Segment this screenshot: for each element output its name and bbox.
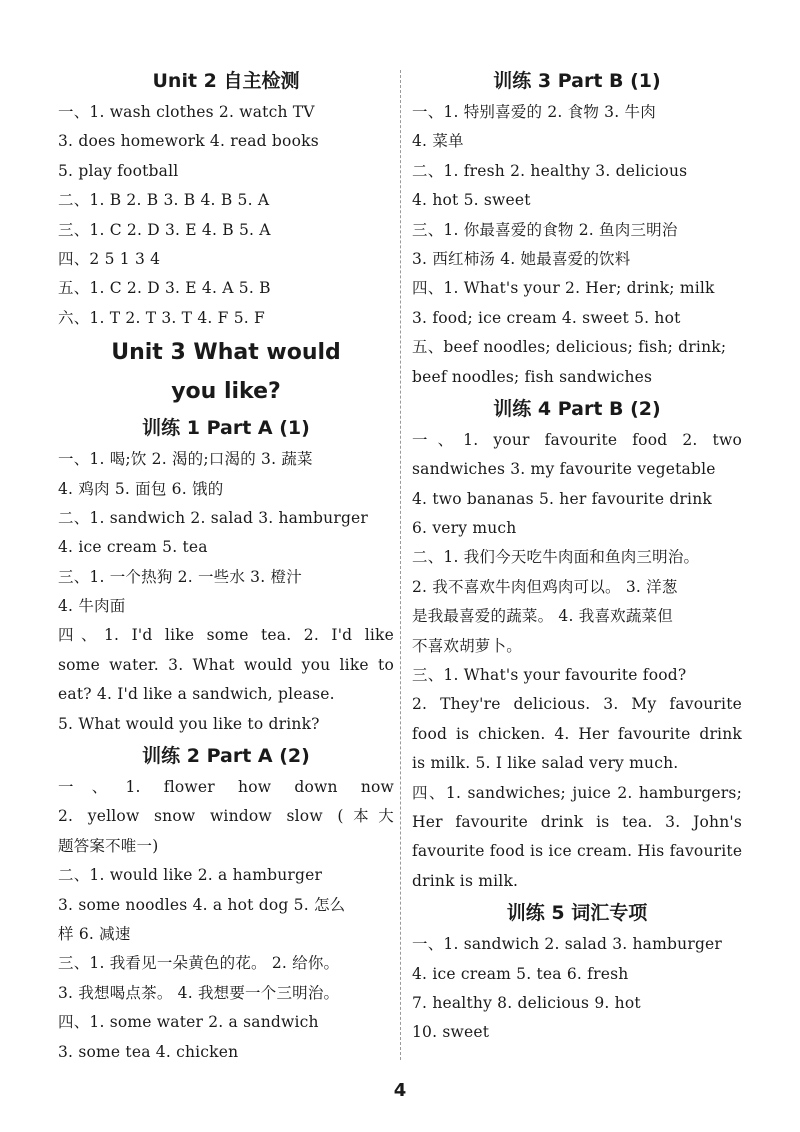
section-heading: 训练 1 Part A (1) [142, 417, 310, 440]
answer-line: 3. does homework 4. read books [58, 132, 319, 151]
answer-line: 4. two bananas 5. her favourite drink [412, 489, 712, 508]
answer-line: Her favourite drink is tea. 3. John's [412, 812, 742, 831]
section-heading: 训练 3 Part B (1) [493, 70, 661, 92]
answer-line: 一、1. wash clothes 2. watch TV [58, 103, 315, 121]
answer-line: 五、1. C 2. D 3. E 4. A 5. B [58, 279, 271, 298]
answer-line: 四、1. I'd like some tea. 2. I'd like [58, 626, 394, 645]
answer-line: 3. some noodles 4. a hot dog 5. 怎么 [58, 895, 346, 914]
answer-line: 四、1. sandwiches; juice 2. hamburgers; [412, 783, 742, 802]
answer-line: 4. 鸡肉 5. 面包 6. 饿的 [58, 479, 224, 498]
right-column [412, 64, 742, 1048]
answer-line: is milk. 5. I like salad very much. [412, 754, 679, 773]
answer-line: 一、1. your favourite food 2. two [412, 430, 742, 449]
answer-line: 二、1. fresh 2. healthy 3. delicious [412, 161, 688, 180]
answer-line: 二、1. would like 2. a hamburger [58, 866, 323, 885]
section-heading: Unit 2 自主检测 [152, 70, 300, 92]
answer-line: 一、1. sandwich 2. salad 3. hamburger [412, 935, 723, 954]
answer-line: 是我最喜爱的蔬菜。 4. 我喜欢蔬菜但 [412, 607, 673, 626]
answer-line: 二、1. sandwich 2. salad 3. hamburger [58, 508, 369, 527]
answer-line: 题答案不唯一) [58, 836, 159, 855]
answer-line: 三、1. What's your favourite food? [412, 666, 687, 685]
answer-line: 4. ice cream 5. tea 6. fresh [412, 964, 629, 983]
answer-line: 6. very much [412, 519, 517, 538]
answer-line: 二、1. B 2. B 3. B 4. B 5. A [58, 191, 270, 210]
page-number: 4 [393, 1080, 407, 1101]
unit-title: Unit 3 What would [111, 340, 341, 366]
answer-line: 四、1. What's your 2. Her; drink; milk [412, 279, 715, 298]
section-heading: 训练 2 Part A (2) [142, 745, 310, 768]
answer-line: 三、1. C 2. D 3. E 4. B 5. A [58, 220, 271, 239]
answer-line: 六、1. T 2. T 3. T 4. F 5. F [58, 308, 266, 327]
answer-line: sandwiches 3. my favourite vegetable [412, 460, 716, 479]
answer-line: 一、1. 特别喜爱的 2. 食物 3. 牛肉 [412, 103, 656, 121]
unit-title: you like? [171, 379, 281, 405]
answer-line: 五、beef noodles; delicious; fish; drink; [412, 338, 727, 357]
answer-line: 5. What would you like to drink? [58, 714, 320, 733]
answer-line: food is chicken. 4. Her favourite drink [412, 724, 742, 743]
answer-line: 4. hot 5. sweet [412, 191, 531, 210]
answer-line: 3. 我想喝点茶。 4. 我想要一个三明治。 [58, 983, 340, 1002]
answer-line: 2. yellow snow window slow (本大 [58, 807, 394, 826]
column-divider [400, 70, 401, 1060]
answer-line: 不喜欢胡萝卜。 [412, 636, 522, 655]
answer-line: 3. 西红柿汤 4. 她最喜爱的饮料 [412, 249, 631, 268]
answer-line: 样 6. 减速 [58, 924, 131, 943]
section-heading: 训练 5 词汇专项 [506, 902, 648, 925]
answer-line: favourite food is ice cream. His favourite [412, 842, 743, 861]
answer-line: eat? 4. I'd like a sandwich, please. [58, 685, 335, 704]
answer-line: 4. 牛肉面 [58, 597, 126, 616]
answer-line: 三、1. 我看见一朵黄色的花。 2. 给你。 [58, 954, 340, 973]
answer-line: beef noodles; fish sandwiches [412, 367, 653, 386]
answer-line: 三、1. 你最喜爱的食物 2. 鱼肉三明治 [412, 220, 678, 239]
answer-line: 二、1. 我们今天吃牛肉面和鱼肉三明治。 [412, 548, 700, 567]
answer-line: 四、1. some water 2. a sandwich [58, 1013, 319, 1032]
answer-line: 7. healthy 8. delicious 9. hot [412, 993, 641, 1012]
answer-line: 3. food; ice cream 4. sweet 5. hot [412, 308, 681, 327]
answer-line: 一、1. 喝;饮 2. 渴的;口渴的 3. 蔬菜 [58, 450, 313, 469]
answer-line: 2. They're delicious. 3. My favourite [412, 695, 742, 714]
answer-line: 4. 菜单 [412, 132, 464, 151]
answer-line: 4. ice cream 5. tea [58, 538, 208, 557]
answer-line: some water. 3. What would you like to [58, 655, 394, 674]
left-column [58, 64, 394, 1067]
answer-line: 2. 我不喜欢牛肉但鸡肉可以。 3. 洋葱 [412, 577, 678, 596]
section-heading: 训练 4 Part B (2) [493, 397, 661, 420]
answer-line: 10. sweet [412, 1023, 490, 1042]
answer-line: drink is milk. [412, 871, 519, 890]
answer-line: 一、1. flower how down now [58, 778, 394, 797]
answer-line: 3. some tea 4. chicken [58, 1042, 239, 1061]
answer-line: 三、1. 一个热狗 2. 一些水 3. 橙汁 [58, 567, 302, 586]
answer-line: 四、2 5 1 3 4 [58, 249, 161, 268]
answer-line: 5. play football [58, 161, 179, 180]
